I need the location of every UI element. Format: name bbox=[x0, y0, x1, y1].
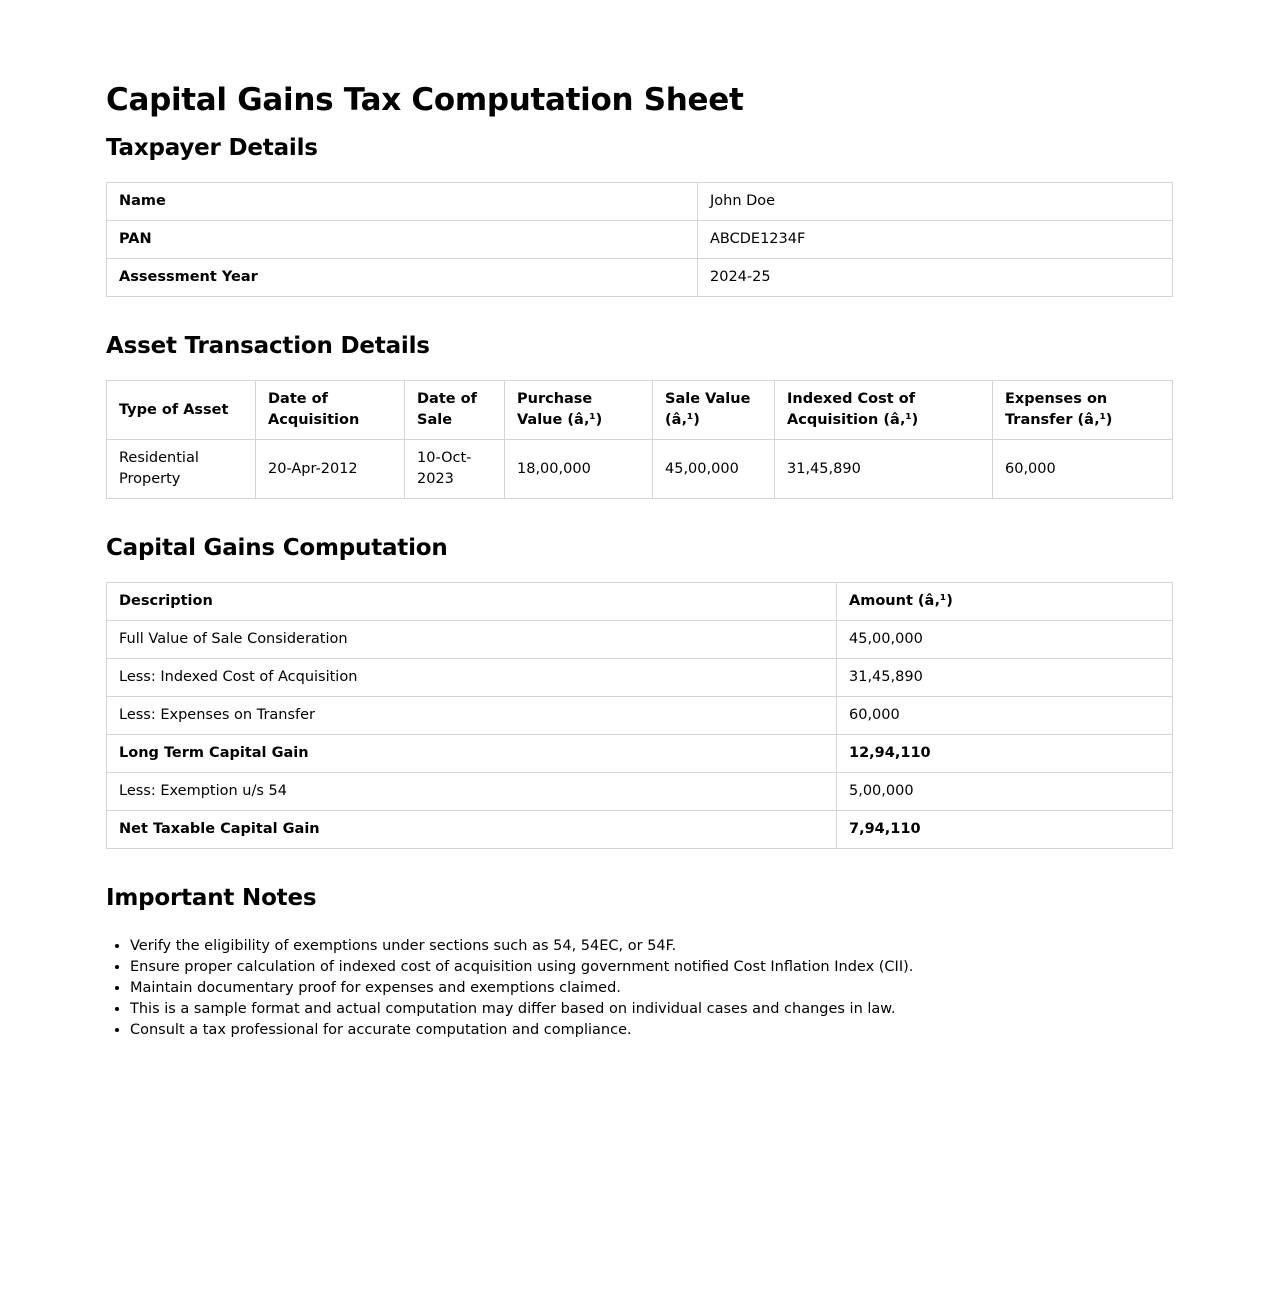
table-row bbox=[107, 621, 1173, 659]
asset-table bbox=[106, 380, 1173, 499]
list-item: • Maintain documentary proof for expenses and exemptions claimed. bbox=[130, 978, 1172, 999]
list-item: • Verify the eligibility of exemptions under sections such as 54, 54EC, or 54F. bbox=[130, 936, 1172, 957]
column-header: Purchase Value (â‚¹) bbox=[505, 381, 653, 440]
table-row bbox=[107, 259, 1173, 297]
amount-cell: 45,00,000 bbox=[837, 621, 1173, 659]
notes-heading: Important Notes bbox=[106, 885, 317, 911]
table-row bbox=[107, 811, 1173, 849]
description-cell: Full Value of Sale Consideration bbox=[107, 621, 837, 659]
description-cell: Less: Expenses on Transfer bbox=[107, 697, 837, 735]
description-cell: Long Term Capital Gain bbox=[107, 735, 837, 773]
assessment-year-value: 2024-25 bbox=[698, 259, 1173, 297]
taxpayer-table bbox=[106, 182, 1173, 297]
column-header: Date of Acquisition bbox=[256, 381, 405, 440]
column-header: Amount (â‚¹) bbox=[837, 583, 1173, 621]
taxpayer-heading: Taxpayer Details bbox=[106, 135, 318, 161]
transfer-expenses-cell: 60,000 bbox=[993, 440, 1173, 499]
description-cell: Net Taxable Capital Gain bbox=[107, 811, 837, 849]
column-header: Indexed Cost of Acquisition (â‚¹) bbox=[775, 381, 993, 440]
pan-label: PAN bbox=[107, 221, 698, 259]
table-header-row bbox=[107, 381, 1173, 440]
amount-cell: 5,00,000 bbox=[837, 773, 1173, 811]
column-header: Description bbox=[107, 583, 837, 621]
amount-cell: 31,45,890 bbox=[837, 659, 1173, 697]
asset-type-cell: Residential Property bbox=[107, 440, 256, 499]
name-label: Name bbox=[107, 183, 698, 221]
amount-cell: 12,94,110 bbox=[837, 735, 1173, 773]
page-title: Capital Gains Tax Computation Sheet bbox=[106, 82, 744, 118]
amount-cell: 7,94,110 bbox=[837, 811, 1173, 849]
computation-table bbox=[106, 582, 1173, 849]
amount-cell: 60,000 bbox=[837, 697, 1173, 735]
table-row bbox=[107, 221, 1173, 259]
list-item: • This is a sample format and actual computation may differ based on individual cases and changes in law. bbox=[130, 999, 1172, 1020]
table-row bbox=[107, 735, 1173, 773]
table-header-row bbox=[107, 583, 1173, 621]
assessment-year-label: Assessment Year bbox=[107, 259, 698, 297]
computation-heading: Capital Gains Computation bbox=[106, 535, 448, 561]
sale-value-cell: 45,00,000 bbox=[653, 440, 775, 499]
list-item: • Consult a tax professional for accurate computation and compliance. bbox=[130, 1020, 1172, 1041]
column-header: Sale Value (â‚¹) bbox=[653, 381, 775, 440]
asset-heading: Asset Transaction Details bbox=[106, 333, 430, 359]
table-row bbox=[107, 659, 1173, 697]
sale-date-cell: 10-Oct-2023 bbox=[405, 440, 505, 499]
acquisition-date-cell: 20-Apr-2012 bbox=[256, 440, 405, 499]
column-header: Date of Sale bbox=[405, 381, 505, 440]
document bbox=[106, 0, 1172, 1041]
notes-list bbox=[106, 936, 1172, 1041]
description-cell: Less: Exemption u/s 54 bbox=[107, 773, 837, 811]
table-row bbox=[107, 440, 1173, 499]
purchase-value-cell: 18,00,000 bbox=[505, 440, 653, 499]
table-row bbox=[107, 697, 1173, 735]
name-value: John Doe bbox=[698, 183, 1173, 221]
list-item: • Ensure proper calculation of indexed cost of acquisition using government notified Cost Inflation Index (CII). bbox=[130, 957, 1172, 978]
description-cell: Less: Indexed Cost of Acquisition bbox=[107, 659, 837, 697]
table-row bbox=[107, 773, 1173, 811]
table-row bbox=[107, 183, 1173, 221]
column-header: Expenses on Transfer (â‚¹) bbox=[993, 381, 1173, 440]
indexed-cost-cell: 31,45,890 bbox=[775, 440, 993, 499]
pan-value: ABCDE1234F bbox=[698, 221, 1173, 259]
column-header: Type of Asset bbox=[107, 381, 256, 440]
